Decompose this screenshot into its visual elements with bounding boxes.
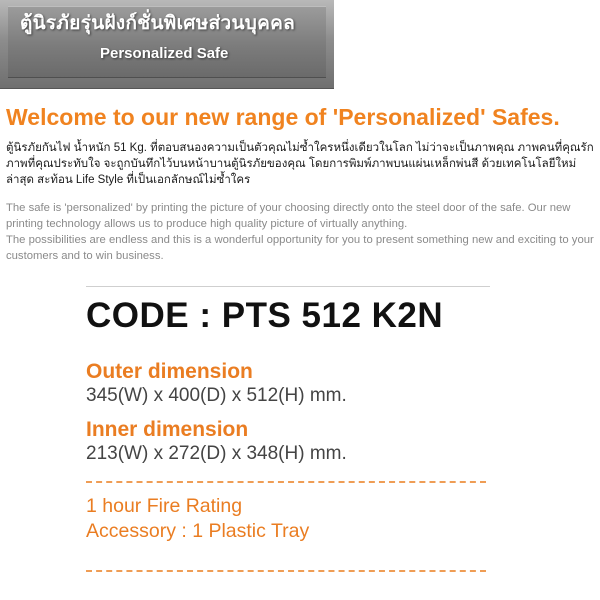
english-description-1: The safe is 'personalized' by printing the picture of your choosing directly onto the steel door of the safe. Our new printing technology allows us to produce high quality picture of virtually anything. [6,202,571,230]
welcome-heading: Welcome to our new range of 'Personalized' Safes. [6,104,560,130]
divider-line [86,286,490,287]
product-code: CODE : PTS 512 K2N [86,296,444,335]
outer-dimension-value: 345(W) x 400(D) x 512(H) mm. [86,385,347,406]
outer-dimension-label: Outer dimension [86,360,253,383]
inner-dimension-label: Inner dimension [86,418,249,441]
banner-thai-title: ตู้นิรภัยรุ่นฝังก์ชั่นพิเศษส่วนบุคคล [20,13,296,34]
header-banner [0,0,334,89]
accessory-info: Accessory : 1 Plastic Tray [86,520,310,542]
banner-english-title: Personalized Safe [100,45,229,62]
inner-dimension-value: 213(W) x 272(D) x 348(H) mm. [86,443,347,464]
english-description-2: The possibilities are endless and this is a wonderful opportunity for you to present something new and exciting to your customers and to win business. [6,234,594,262]
dashed-divider [86,481,486,483]
thai-description: ตู้นิรภัยกันไฟ น้ำหนัก 51 Kg. ที่ตอบสนองความเป็นตัวคุณไม่ซ้ำใครหนึ่งเดียวในโลก ไม่ว่าจะเป็นภาพคุณ ภาพคนที่คุณรัก ภาพที่คุณประทับใจ จะถูกบันทึกไว้บนหน้าบานตู้นิรภัยของคุณ โดยการพิมพ์ภาพบนแผ่นเหล็กพ่นสี ด้วยเทคโนโลยีใหม่ล่าสุด สะท้อน Life Style ที่เป็นเอกลักษณ์ไม่ซ้ำใคร [6,142,594,186]
dashed-divider [86,570,486,572]
fire-rating: 1 hour Fire Rating [86,495,243,517]
